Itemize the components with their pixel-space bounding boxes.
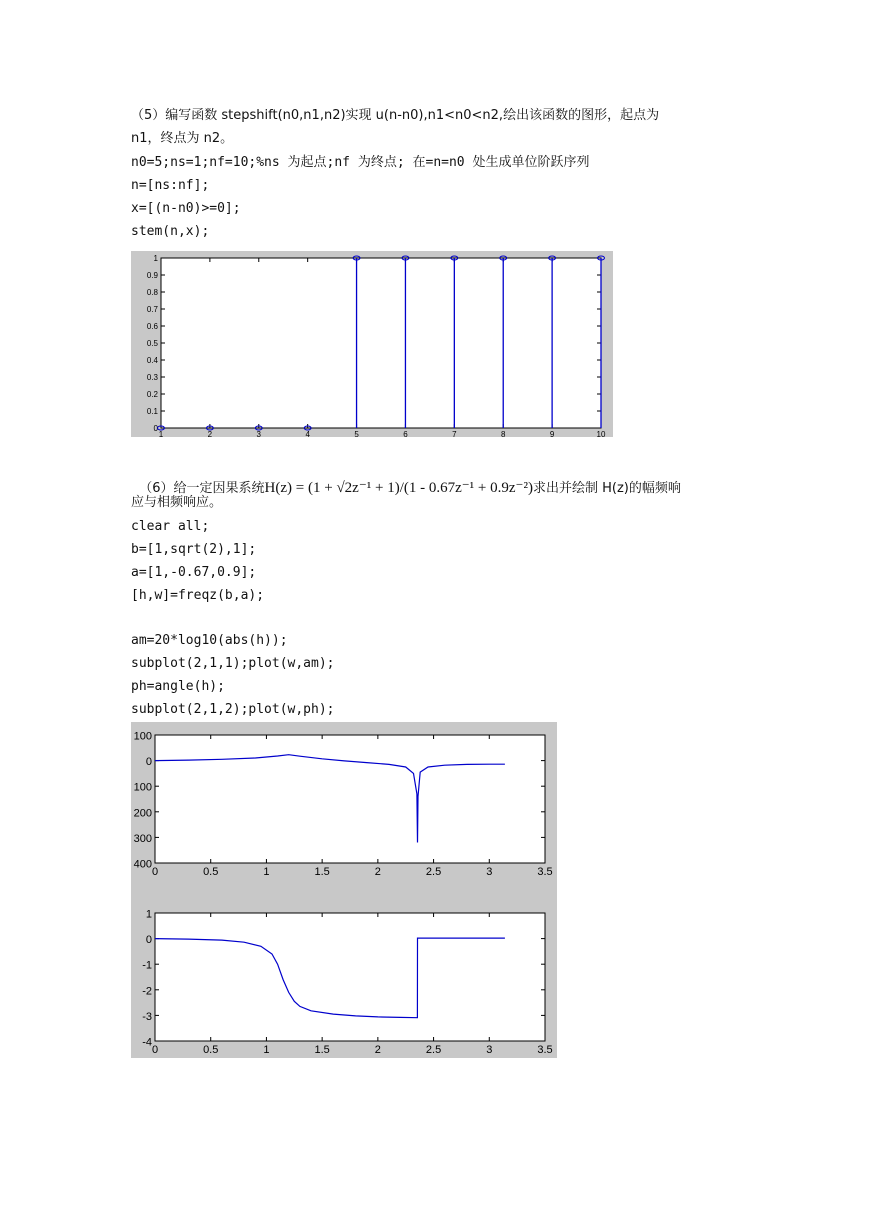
y-tick-label: 300 — [133, 832, 152, 845]
y-tick-label: 0.4 — [146, 356, 158, 365]
x-tick-label: 1.5 — [314, 866, 330, 878]
y-tick-label: 0.3 — [146, 373, 158, 382]
y-tick-label: 100 — [133, 730, 152, 743]
y-tick-label: 1 — [153, 254, 158, 263]
stem-chart — [131, 251, 613, 437]
code-line: n=[ns:nf]; — [131, 178, 210, 193]
x-tick-label: 0 — [151, 866, 159, 878]
code-line: subplot(2,1,1);plot(w,am); — [131, 656, 335, 671]
y-tick-label: 0.7 — [146, 305, 158, 314]
code-line: am=20*log10(abs(h)); — [131, 633, 288, 648]
y-tick-label: -1 — [142, 959, 152, 972]
x-tick-label: 0.5 — [203, 1044, 219, 1056]
x-tick-label: 1 — [263, 1044, 270, 1056]
section6-heading-prefix: （6）给一定因果系统 — [139, 481, 265, 496]
x-tick-label: 2 — [207, 430, 213, 437]
stem-figure — [131, 251, 613, 437]
y-tick-label: 400 — [133, 858, 152, 871]
code-line: ph=angle(h); — [131, 679, 225, 694]
y-tick-label: 0.8 — [146, 288, 158, 297]
y-tick-label: -3 — [142, 1010, 152, 1023]
y-tick-label: 0.5 — [146, 339, 158, 348]
y-tick-label: 0.1 — [146, 407, 158, 416]
y-tick-label: 1 — [145, 908, 152, 921]
x-tick-label: 4 — [305, 430, 310, 437]
x-tick-label: 3.5 — [537, 1044, 553, 1056]
x-tick-label: 10 — [596, 430, 606, 437]
x-tick-label: 1 — [263, 866, 270, 878]
y-tick-label: -2 — [142, 985, 152, 998]
y-tick-label: 200 — [133, 807, 152, 820]
section6-heading-line1 — [131, 464, 681, 497]
x-tick-label: 0 — [151, 1044, 159, 1056]
freq-response-figure — [131, 722, 557, 1058]
code-line: stem(n,x); — [131, 224, 210, 239]
section5-heading-line2: n1，终点为 n2。 — [131, 131, 234, 146]
section6-heading-suffix: 求出并绘制 H(z)的幅频响 — [532, 481, 681, 496]
x-tick-label: 2 — [374, 1044, 381, 1056]
code-line: subplot(2,1,2);plot(w,ph); — [131, 702, 335, 717]
code-line: x=[(n-n0)>=0]; — [131, 201, 241, 216]
section5-heading-line1: （5）编写函数 stepshift(n0,n1,n2)实现 u(n-n0),n1<n0<n2,绘出该函数的图形，起点为 — [131, 108, 660, 123]
x-tick-label: 2.5 — [425, 866, 442, 878]
x-tick-label: 5 — [354, 430, 359, 437]
code-line: n0=5;ns=1;nf=10;%ns 为起点;nf 为终点; 在=n=n0 处生成单位阶跃序列 — [131, 155, 590, 170]
x-tick-label: 3 — [256, 430, 262, 437]
y-tick-label: -4 — [142, 1036, 152, 1049]
y-tick-label: 0.6 — [146, 322, 158, 331]
plot-area — [155, 913, 545, 1041]
y-tick-label: 0 — [153, 424, 158, 433]
x-tick-label: 8 — [500, 430, 506, 437]
x-tick-label: 3 — [486, 866, 493, 878]
code-line: a=[1,-0.67,0.9]; — [131, 565, 257, 580]
x-tick-label: 7 — [452, 430, 457, 437]
x-tick-label: 9 — [549, 430, 555, 437]
code-line: b=[1,sqrt(2),1]; — [131, 542, 257, 557]
x-tick-label: 3 — [486, 1044, 493, 1056]
plot-area — [161, 258, 601, 428]
code-line: [h,w]=freqz(b,a); — [131, 588, 265, 603]
freq-response-chart — [131, 722, 557, 1058]
x-tick-label: 0.5 — [203, 866, 219, 878]
x-tick-label: 2.5 — [425, 1044, 442, 1056]
code-line: clear all; — [131, 519, 210, 534]
y-tick-label: 0.2 — [146, 390, 158, 399]
y-tick-label: 0 — [145, 934, 152, 947]
y-tick-label: 0 — [145, 756, 152, 769]
plot-area — [155, 735, 545, 863]
x-tick-label: 1 — [158, 430, 164, 437]
section6-heading-line2: 应与相频响应。 — [131, 495, 223, 510]
transfer-function-formula: H(z) = (1 + √2z⁻¹ + 1)/(1 - 0.67z⁻¹ + 0.9z⁻²) — [264, 480, 533, 496]
y-tick-label: 100 — [133, 781, 152, 794]
x-tick-label: 3.5 — [537, 866, 553, 878]
x-tick-label: 1.5 — [314, 1044, 330, 1056]
y-tick-label: 0.9 — [146, 271, 158, 280]
x-tick-label: 2 — [374, 866, 381, 878]
x-tick-label: 6 — [403, 430, 408, 437]
